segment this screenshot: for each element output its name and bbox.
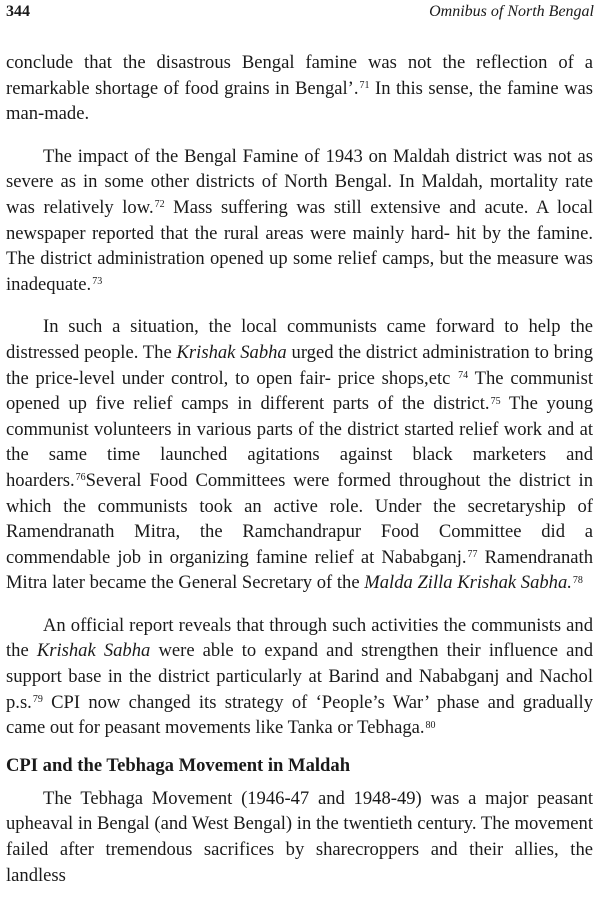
paragraph-2 [6,144,593,298]
italic-term: Krishak Sabha [36,640,151,662]
paragraph-text: The Tebhaga Movement (1946-47 and 1948-49) was a major peasant upheaval in Bengal (and West Bengal) in the twentieth century. The movement failed after tremendous sacrifices by sharecroppers and their allies, the landless [6,787,593,886]
paragraph-text: An official report reveals that through such activities the communists and the [6,614,593,662]
paragraph-3 [6,314,593,596]
paragraph-text: In such a situation, the local communists came forward to help the distressed people. The [6,316,593,363]
footnote-ref-75: 75 [490,395,501,407]
body-text [6,50,593,905]
paragraph-text: Ramendranath Mitra later became the General Secretary of the [6,546,593,594]
footnote-ref-80: 80 [425,719,436,731]
italic-term: Krishak Sabha [176,341,287,363]
running-head [6,0,594,24]
paragraph-text: In this sense, the famine was man-made. [6,77,593,125]
paragraph-text: Several Food Committees were formed throughout the district in which the communists took an active role. Under the secretaryship of Ramendranath Mitra, the Ramchandrapur Food Committee did a commendable job in organizing famine relief at Nababganj. [6,469,593,568]
paragraph-text: The young communist volunteers in various parts of the district started relief work and at the same time launched agitations against black marketers and hoarders. [6,393,593,491]
paragraph-text: CPI now changed its strategy of ‘People’s War’ phase and gradually came out for peasant movements like Tanka or Tebhaga. [6,691,593,739]
paragraph-5 [6,786,593,888]
page-number: 344 [6,3,30,20]
footnote-ref-76: 76 [75,472,86,484]
italic-term: Malda Zilla Krishak Sabha. [364,572,572,594]
paragraph-text: were able to expand and strengthen their influence and support base in the district particularly at Barind and Nababganj and Nachol p.s. [6,640,593,713]
footnote-ref-78: 78 [572,574,583,586]
book-title: Omnibus of North Bengal [429,3,594,20]
paragraph-4 [6,613,593,741]
footnote-ref-73: 73 [92,276,103,288]
footnote-ref-79: 79 [32,694,43,706]
paragraph-text: The impact of the Bengal Famine of 1943 on Maldah district was not as severe as in some other districts of North Bengal. In Maldah, mortality rate was relatively low. [6,145,593,218]
footnote-ref-74: 74 [458,370,469,382]
paragraph-text: The communist opened up five relief camps in different parts of the district. [6,367,593,415]
paragraph-1 [6,50,593,127]
paragraph-text: urged the district administration to bring the price-level under control, to open fair- price shops,etc [6,341,594,389]
section-heading: CPI and the Tebhaga Movement in Maldah [6,754,351,776]
footnote-ref-71: 71 [359,80,370,92]
footnote-ref-77: 77 [467,549,478,561]
paragraph-text: conclude that the disastrous Bengal famine was not the reflection of a remarkable shortage of food grains in Bengal’. [6,52,593,99]
footnote-ref-72: 72 [154,199,165,211]
paragraph-text: Mass suffering was still extensive and acute. A local newspaper reported that the rural areas were mainly hard- hit by the famine. The district administration opened up some relief camps, but the measure was inadequate. [6,196,593,295]
